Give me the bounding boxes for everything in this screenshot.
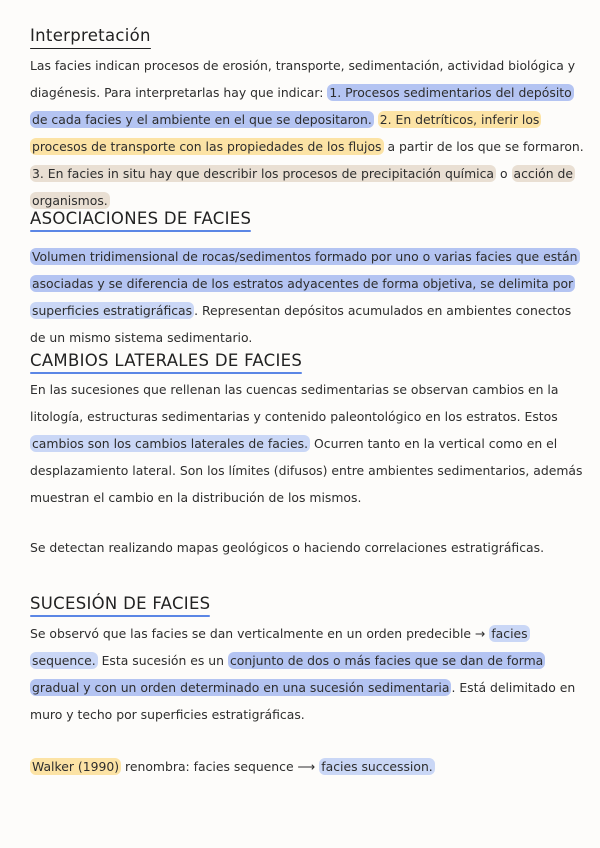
heading-sucesion-text: SUCESIÓN DE FACIES [30,594,211,613]
paragraph-sucesion-note [30,753,586,780]
text-run: En las sucesiones que rellenan las cuencas sedimentarias se observan cambios en la litología, estructuras sedimentarias y contenido paleontológico en los estratos. Estos [30,382,559,424]
paragraph-asociaciones [30,243,586,351]
highlight-yellow: Walker (1990) [32,759,120,774]
heading-underline [30,615,210,617]
paragraph-cambios [30,376,586,511]
text-run: . Representan depósitos acumulados en ambientes conectos de un mismo sistema sedimentario. [30,303,572,345]
highlight-blue: 1. Procesos sedimentarios del depósito de cada facies y el ambiente en el que se depositaron. [32,85,572,127]
text-run: a partir de los que se formaron. [383,139,584,154]
highlight-blue: conjunto de dos o más facies que se dan de forma gradual y con un orden determinado en una sucesión sedimentaria [32,653,544,695]
highlight-blue: superficies estratigráficas [32,303,193,318]
heading-underline [30,48,151,50]
highlight-beige: 3. En facies in situ hay que describir los procesos de precipitación química [32,166,495,181]
highlight-blue: Volumen tridimensional de rocas/sedimentos formado por uno o varias facies que están asociadas y se diferencia de los estratos adyacentes de forma objetiva, se delimita por [32,249,578,291]
highlight-blue: cambios son los cambios laterales de facies. [32,436,309,451]
heading-asociaciones [30,209,251,228]
text-run: Esta sucesión es un [97,653,228,668]
heading-cambios-text: CAMBIOS LATERALES DE FACIES [30,351,303,370]
text-run: Se detectan realizando mapas geológicos o haciendo correlaciones estratigráficas. [30,540,545,555]
heading-underline [30,230,251,232]
heading-interpretacion [30,26,151,45]
highlight-blue: facies succession. [321,759,433,774]
paragraph-cambios-2 [30,534,586,561]
text-run: Ocurren tanto en la vertical como en el desplazamiento lateral. Son los límites (difusos) entre ambientes sedimentarios, además muestran el cambio en la distribución de los mismos. [30,436,583,505]
highlight-beige: acción de organismos. [32,166,574,208]
heading-cambios [30,351,302,370]
heading-sucesion [30,594,210,613]
heading-interpretacion-text: Interpretación [30,26,151,45]
heading-asociaciones-text: ASOCIACIONES DE FACIES [30,209,252,228]
paragraph-sucesion [30,620,586,728]
text-run: Se observó que las facies se dan verticalmente en un orden predecible → [30,626,490,641]
text-run: . Está delimitado en muro y techo por superficies estratigráficas. [30,680,576,722]
text-run: Las facies indican procesos de erosión, transporte, sedimentación, actividad biológica y diagénesis. Para interpretarlas hay que indicar: [30,58,576,100]
paragraph-interpretacion [30,52,586,214]
text-run: o [496,166,512,181]
highlight-yellow: 2. En detríticos, inferir los procesos de transporte con las propiedades de los flujos [32,112,540,154]
highlight-blue: facies sequence. [32,626,528,668]
text-run: renombra: facies sequence ⟶ [121,759,320,774]
heading-underline [30,372,302,374]
